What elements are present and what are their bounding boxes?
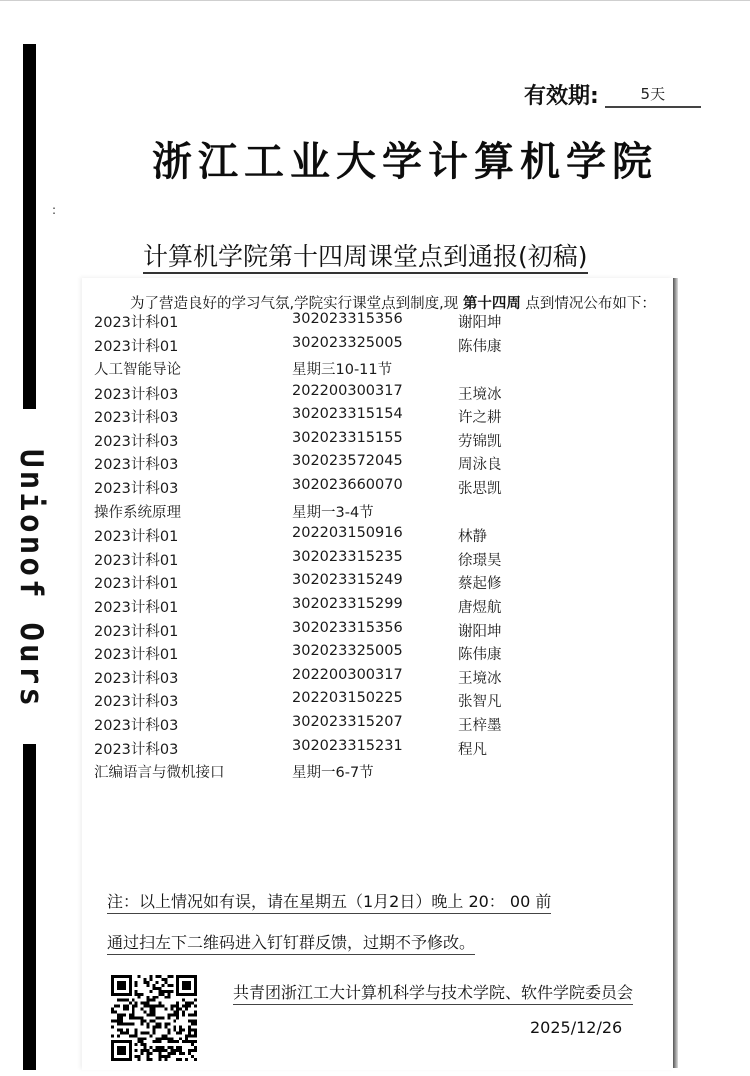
note-line-1: 注：以上情况如有误，请在星期五（1月2日）晚上 20： 00 前: [107, 891, 551, 914]
side-bar-bottom: [23, 744, 36, 1070]
student-id-cell: 202203150916: [292, 525, 403, 542]
note-line-2: 通过扫左下二维码进入钉钉群反馈，过期不予修改。: [107, 932, 475, 955]
student-name-cell: 张思凯: [458, 481, 502, 498]
class-cell: 2023计科03: [94, 457, 179, 474]
course-time: 星期三10-11节: [292, 362, 393, 379]
student-id-cell: 302023325005: [292, 643, 403, 660]
class-cell: 2023计科01: [94, 623, 179, 640]
side-bar-top: [23, 44, 36, 409]
student-id-cell: 302023315299: [292, 595, 403, 612]
class-cell: 2023计科01: [94, 315, 179, 331]
course-name: 操作系统原理: [94, 504, 181, 521]
side-watermark-text: Unionof Ours: [13, 449, 49, 709]
class-cell: 2023计科03: [94, 670, 179, 687]
student-id-cell: 302023325005: [292, 334, 403, 351]
validity: [524, 79, 701, 110]
class-cell: 2023计科03: [94, 386, 179, 403]
student-name-cell: 张智凡: [458, 694, 502, 711]
class-cell: 2023计科01: [94, 599, 179, 616]
stray-mark: :: [52, 203, 57, 217]
class-cell: 2023计科03: [94, 481, 179, 498]
class-cell: 2023计科01: [94, 529, 179, 546]
student-id-cell: 302023315356: [292, 311, 403, 327]
intro-paragraph: [130, 292, 656, 313]
top-border: [0, 0, 750, 1]
sheet-edge-shadow: [673, 278, 678, 1068]
organization-signature: 共青团浙江工大计算机科学与技术学院、软件学院委员会: [233, 982, 633, 1005]
student-name-cell: 程凡: [458, 741, 487, 758]
class-cell: 2023计科01: [94, 576, 179, 593]
validity-value: 5天: [605, 83, 701, 108]
student-name-cell: 劳锦凯: [458, 433, 502, 450]
class-cell: 2023计科03: [94, 741, 179, 758]
student-id-cell: 302023572045: [292, 453, 403, 470]
student-name-cell: 林静: [458, 529, 487, 546]
student-name-cell: 蔡起修: [458, 576, 502, 593]
student-name-cell: 陈伟康: [458, 647, 502, 664]
class-cell: 2023计科01: [94, 647, 179, 664]
intro-after: 点到情况公布如下：: [520, 296, 656, 312]
student-id-cell: 302023315155: [292, 429, 403, 446]
student-id-cell: 302023315154: [292, 406, 403, 423]
class-cell: 2023计科03: [94, 694, 179, 711]
class-cell: 2023计科03: [94, 433, 179, 450]
document-title: 计算机学院第十四周课堂点到通报(初稿): [143, 242, 588, 274]
student-id-cell: 302023660070: [292, 477, 403, 494]
student-name-cell: 王境冰: [458, 386, 502, 403]
school-title: 浙江工业大学计算机学院: [152, 139, 658, 185]
validity-label: 有效期:: [524, 84, 599, 109]
student-name-cell: 谢阳坤: [458, 623, 502, 640]
student-id-cell: 302023315207: [292, 713, 403, 730]
student-name-cell: 周泳良: [458, 457, 502, 474]
class-cell: 2023计科01: [94, 338, 179, 355]
student-name-cell: 徐璟昊: [458, 552, 502, 569]
student-id-cell: 302023315356: [292, 619, 403, 636]
course-name: 汇编语言与微机接口: [94, 765, 225, 782]
issue-date: 2025/12/26: [530, 1018, 623, 1037]
student-id-cell: 302023315235: [292, 548, 403, 565]
course-name: 人工智能导论: [94, 362, 181, 379]
intro-week: 第十四周: [462, 296, 521, 312]
student-name-cell: 王境冰: [458, 670, 502, 687]
side-watermark: [14, 424, 48, 734]
student-id-cell: 202200300317: [292, 382, 403, 399]
qr-code-icon[interactable]: [110, 975, 198, 1061]
student-name-cell: 王梓墨: [458, 717, 502, 734]
student-id-cell: 202203150225: [292, 690, 403, 707]
course-time: 星期一6-7节: [292, 765, 374, 782]
class-cell: 2023计科01: [94, 552, 179, 569]
intro-before: 为了营造良好的学习气氛,学院实行课堂点到制度,现: [130, 296, 463, 312]
student-name-cell: 许之耕: [458, 410, 502, 427]
student-id-cell: 302023315231: [292, 737, 403, 754]
student-name-cell: 陈伟康: [458, 338, 502, 355]
student-id-cell: 302023315249: [292, 572, 403, 589]
student-name-cell: 谢阳坤: [458, 315, 502, 331]
student-id-cell: 202200300317: [292, 666, 403, 683]
class-cell: 2023计科03: [94, 717, 179, 734]
course-time: 星期一3-4节: [292, 504, 374, 521]
class-cell: 2023计科03: [94, 410, 179, 427]
student-name-cell: 唐煜航: [458, 599, 502, 616]
